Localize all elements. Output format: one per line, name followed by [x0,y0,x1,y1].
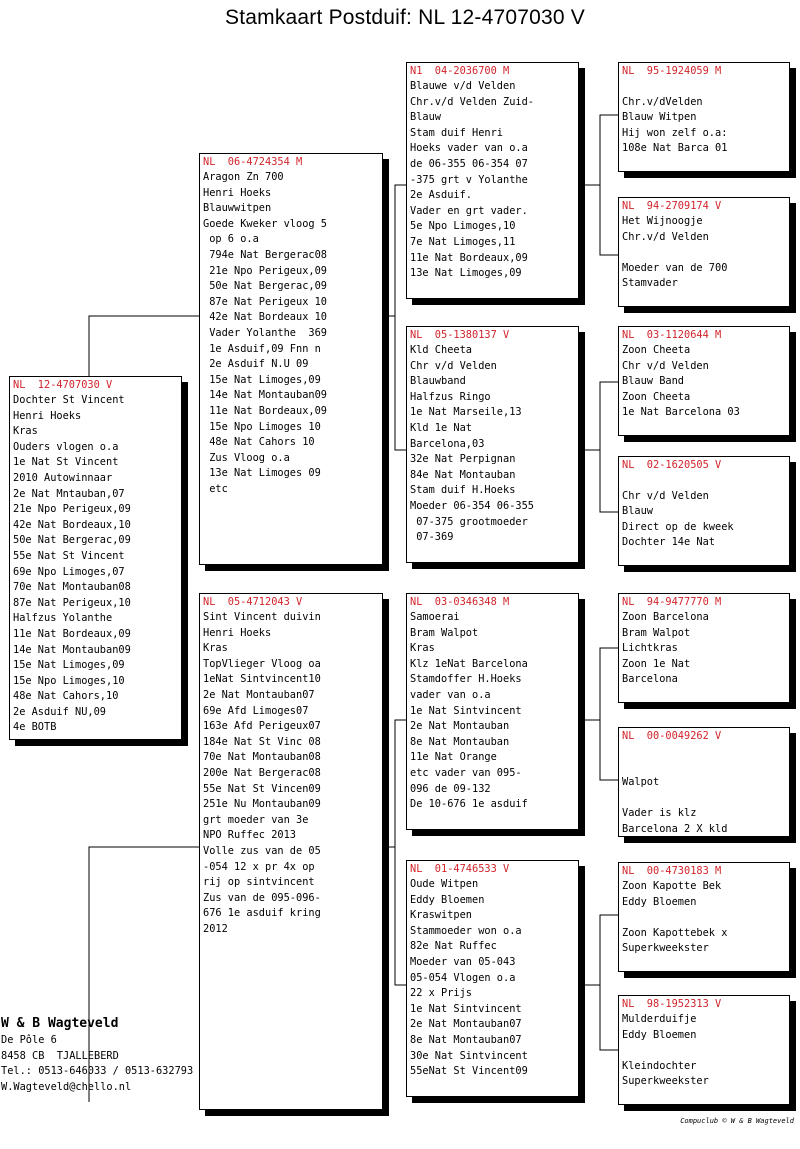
great-grandparent-card [618,593,790,703]
great-grandparent-details: Het Wijnoogje Chr.v/d Velden Moeder van de 700 Stamvader [622,215,728,290]
paternal-grandfather-card [406,62,579,299]
great-grandparent-ring-number: NL 98-1952313 V [622,998,722,1010]
maternal-grandfather-details: Samoerai Bram Walpot Kras Klz 1eNat Barcelona Stamdoffer H.Hoeks vader van o.a 1e Nat Sintvincent 2e Nat Montauban 8e Nat Montauban 11e Nat Orange etc vader van 095- 096 de 09-132 De 10-676 1e asduif [410,611,528,811]
maternal-grandfather-ring-number: NL 03-0346348 M [410,596,510,608]
father-details: Aragon Zn 700 Henri Hoeks Blauwwitpen Goede Kweker vloog 5 op 6 o.a 794e Nat Bergerac08 21e Npo Perigeux,09 50e Nat Bergerac,09 87e Nat Perigeux 10 42e Nat Bordeaux 10 Vader Yolanthe 369 1e Asduif,09 Fnn n 2e Asduif N.U 09 15e Nat Limoges,09 14e Nat Montauban09 11e Nat Bordeaux,09 15e Npo Limoges 10 48e Nat Cahors 10 Zus Vloog o.a 13e Nat Limoges 09 etc [203,171,327,495]
great-grandparent-card [618,62,790,172]
page-title: Stamkaart Postduif: NL 12-4707030 V [225,6,585,29]
maternal-grandfather-card [406,593,579,830]
great-grandparent-ring-number: NL 03-1120644 M [622,329,722,341]
great-grandparent-ring-number: NL 94-2709174 V [622,200,722,212]
great-grandparent-ring-number: NL 95-1924059 M [622,65,722,77]
great-grandparent-details: Walpot Vader is klz Barcelona 2 X kld [622,776,728,835]
great-grandparent-details: Chr v/d Velden Blauw Direct op de kweek Dochter 14e Nat [622,489,734,549]
owner-block [1,1015,193,1095]
paternal-grandfather-ring-number: N1 04-2036700 M [410,65,510,77]
subject-card [9,376,182,740]
great-grandparent-card [618,727,790,837]
maternal-grandmother-card [406,860,579,1097]
paternal-grandmother-details: Kld Cheeta Chr v/d Velden Blauwband Halfzus Ringo 1e Nat Marseile,13 Kld 1e Nat Barcelona,03 32e Nat Perpignan 84e Nat Montauban Stam duif H.Hoeks Moeder 06-354 06-355 07-375 grootmoeder 07-369 [410,344,534,544]
mother-details: Sint Vincent duivin Henri Hoeks Kras TopVlieger Vloog oa 1eNat Sintvincent10 2e Nat Montauban07 69e Afd Limoges07 163e Afd Perigeux07 184e Nat St Vinc 08 70e Nat Montauban08 200e Nat Bergerac08 55e Nat St Vincen09 251e Nu Montauban09 grt moeder van 3e NPO Ruffec 2013 Volle zus van de 05 -054 12 x pr 4x op rij op sintvincent Zus van de 095-096- 676 1e asduif kring 2012 [203,611,321,935]
great-grandparent-details: Chr.v/dVelden Blauw Witpen Hij won zelf o.a: 108e Nat Barca 01 [622,95,728,155]
great-grandparent-card [618,456,790,566]
paternal-grandfather-details: Blauwe v/d Velden Chr.v/d Velden Zuid- Blauw Stam duif Henri Hoeks vader van o.a de 06-355 06-354 07 -375 grt v Yolanthe 2e Asduif. Vader en grt vader. 5e Npo Limoges,10 7e Nat Limoges,11 11e Nat Bordeaux,09 13e Nat Limoges,09 [410,80,534,280]
paternal-grandmother-card [406,326,579,563]
subject-details: Dochter St Vincent Henri Hoeks Kras Ouders vlogen o.a 1e Nat St Vincent 2010 Autowinnaar 2e Nat Mntauban,07 21e Npo Perigeux,09 42e Nat Bordeaux,10 50e Nat Bergerac,09 55e Nat St Vincent 69e Npo Limoges,07 70e Nat Montauban08 87e Nat Perigeux,10 Halfzus Yolanthe 11e Nat Bordeaux,09 14e Nat Montauban09 15e Nat Limoges,09 15e Npo Limoges,10 48e Nat Cahors,10 2e Asduif NU,09 4e BOTB [13,394,131,734]
paternal-grandmother-ring-number: NL 05-1380137 V [410,329,510,341]
great-grandparent-ring-number: NL 00-4730183 M [622,865,722,877]
great-grandparent-card [618,197,790,307]
father-ring-number: NL 06-4724354 M [203,156,303,168]
mother-card [199,593,383,1110]
great-grandparent-ring-number: NL 94-9477770 M [622,596,722,608]
great-grandparent-details: Mulderduifje Eddy Bloemen Kleindochter Superkweekster [622,1013,709,1088]
great-grandparent-card [618,995,790,1105]
footer-credit: Compuclub © W & B Wagteveld [680,1117,794,1125]
great-grandparent-details: Zoon Cheeta Chr v/d Velden Blauw Band Zoon Cheeta 1e Nat Barcelona 03 [622,344,740,419]
great-grandparent-card [618,862,790,972]
great-grandparent-card [618,326,790,436]
great-grandparent-details: Zoon Kapotte Bek Eddy Bloemen Zoon Kapottebek x Superkweekster [622,880,728,955]
owner-address: De Pôle 6 8458 CB TJALLEBERD Tel.: 0513-646033 / 0513-632793 W.Wagteveld@chello.nl [1,1034,194,1093]
owner-name: W & B Wagteveld [1,1016,119,1031]
maternal-grandmother-ring-number: NL 01-4746533 V [410,863,510,875]
father-card [199,153,383,565]
mother-ring-number: NL 05-4712043 V [203,596,303,608]
subject-ring-number: NL 12-4707030 V [13,379,113,391]
maternal-grandmother-details: Oude Witpen Eddy Bloemen Kraswitpen Stammoeder won o.a 82e Nat Ruffec Moeder van 05-043 05-054 Vlogen o.a 22 x Prijs 1e Nat Sintvincent 2e Nat Montauban07 8e Nat Montauban07 30e Nat Sintvincent 55eNat St Vincent09 [410,878,528,1078]
great-grandparent-details: Zoon Barcelona Bram Walpot Lichtkras Zoon 1e Nat Barcelona [622,611,709,686]
great-grandparent-ring-number: NL 02-1620505 V [622,459,722,471]
great-grandparent-ring-number: NL 00-0049262 V [622,730,722,742]
